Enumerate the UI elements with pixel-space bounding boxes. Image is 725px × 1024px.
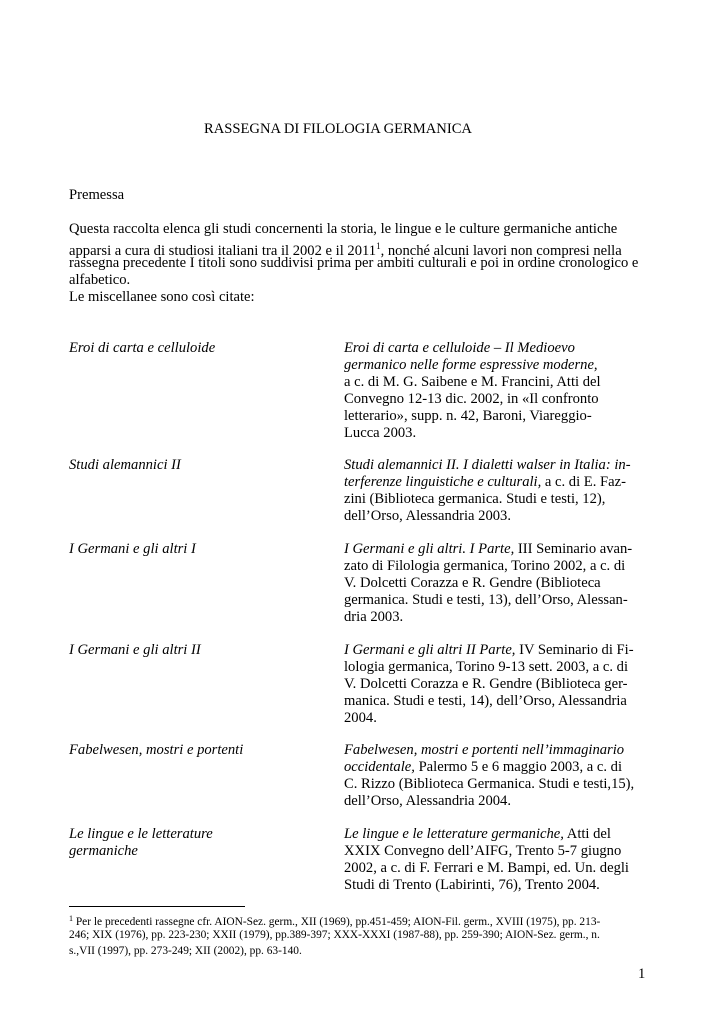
miscellanea-short-title: Le lingue e le letterature	[69, 826, 213, 842]
reference-text: V. Dolcetti Corazza e R. Gendre (Biblioteca ger-	[344, 676, 628, 692]
reference-italic-text: germanico nelle forme espressive moderne,	[344, 357, 598, 373]
reference-text: dell’Orso, Alessandria 2003.	[344, 508, 511, 524]
miscellanea-full-reference-line	[344, 340, 575, 357]
reference-italic-text: Eroi di carta e celluloide – Il Medioevo	[344, 340, 575, 356]
reference-text: a c. di E. Faz-	[541, 474, 626, 490]
footnote-reference: 1	[376, 241, 381, 251]
miscellanea-full-reference-line	[344, 357, 598, 374]
reference-text: germanica. Studi e testi, 13), dell’Orso, Alessan-	[344, 592, 628, 608]
miscellanea-full-reference-line	[344, 541, 632, 558]
document-title: RASSEGNA DI FILOLOGIA GERMANICA	[204, 121, 472, 137]
miscellanea-short-title: Eroi di carta e celluloide	[69, 340, 216, 356]
intro-line: rassegna precedente I titoli sono suddivisi prima per ambiti culturali e poi in ordine cronologico e	[69, 255, 639, 271]
miscellanea-full-reference-line	[344, 592, 628, 609]
miscellanea-short-title: germaniche	[69, 843, 138, 859]
miscellanea-full-reference-line	[344, 826, 611, 843]
reference-italic-text: I Germani e gli altri. I Parte,	[344, 541, 515, 557]
miscellanea-full-reference-line	[344, 659, 628, 676]
footnote-text: Per le precedenti rassegne cfr. AION-Sez. germ., XII (1969), pp.451-459; AION-Fil. germ., XVIII (1975), pp. 213-	[73, 916, 601, 928]
miscellanea-full-reference-line	[344, 474, 626, 491]
miscellanea-full-reference-line	[344, 508, 511, 525]
intro-text: , nonché alcuni lavori non compresi nella	[380, 243, 622, 259]
reference-text: dell’Orso, Alessandria 2004.	[344, 793, 511, 809]
reference-text: Lucca 2003.	[344, 425, 417, 441]
miscellanea-short-title: Fabelwesen, mostri e portenti	[69, 742, 244, 758]
reference-text: III Seminario avan-	[514, 541, 633, 557]
reference-text: Convegno 12-13 dic. 2002, in «Il confronto	[344, 391, 599, 407]
reference-text: a c. di M. G. Saibene e M. Francini, Atti del	[344, 374, 601, 390]
miscellanea-full-reference-line	[344, 676, 628, 693]
intro-line: Questa raccolta elenca gli studi concernenti la storia, le lingue e le culture germaniche antiche	[69, 221, 618, 237]
miscellanea-full-reference-line	[344, 558, 625, 575]
miscellanea-full-reference-line	[344, 642, 634, 659]
miscellanea-short-title: Studi alemannici II	[69, 457, 181, 473]
miscellanea-full-reference-line	[344, 609, 403, 626]
intro-line: Le miscellanee sono così citate:	[69, 289, 255, 305]
reference-text: V. Dolcetti Corazza e R. Gendre (Biblioteca	[344, 575, 601, 591]
reference-text: letterario», supp. n. 42, Baroni, Viareggio-	[344, 408, 592, 424]
reference-italic-text: Le lingue e le letterature germaniche,	[344, 826, 564, 842]
reference-text: IV Seminario di Fi-	[515, 642, 634, 658]
reference-italic-text: terferenze linguistiche e culturali,	[344, 474, 542, 490]
miscellanea-short-title: I Germani e gli altri I	[69, 541, 196, 557]
reference-italic-text: Studi alemannici II. I dialetti walser in Italia: in-	[344, 457, 631, 473]
page-number: 1	[638, 966, 646, 982]
miscellanea-full-reference-line	[344, 575, 601, 592]
reference-text: Palermo 5 e 6 maggio 2003, a c. di	[414, 759, 623, 775]
reference-text: lologia germanica, Torino 9-13 sett. 2003, a c. di	[344, 659, 629, 675]
reference-italic-text: I Germani e gli altri II Parte,	[344, 642, 516, 658]
miscellanea-full-reference-line	[344, 759, 622, 776]
miscellanea-full-reference-line	[344, 710, 377, 727]
reference-text: zini (Biblioteca germanica. Studi e testi, 12),	[344, 491, 606, 507]
reference-text: 2002, a c. di F. Ferrari e M. Bampi, ed. Un. degli	[344, 860, 629, 876]
footnote-separator	[69, 906, 245, 907]
miscellanea-full-reference-line	[344, 491, 605, 508]
miscellanea-full-reference-line	[344, 408, 592, 425]
reference-text: zato di Filologia germanica, Torino 2002, a c. di	[344, 558, 626, 574]
miscellanea-full-reference-line	[344, 860, 629, 877]
intro-line: alfabetico.	[69, 272, 131, 288]
miscellanea-full-reference-line	[344, 843, 621, 860]
miscellanea-full-reference-line	[344, 425, 416, 442]
miscellanea-full-reference-line	[344, 457, 631, 474]
section-heading: Premessa	[69, 187, 125, 203]
miscellanea-full-reference-line	[344, 877, 600, 894]
footnote-line: s.,VII (1997), pp. 273-249; XII (2002), pp. 63-140.	[69, 945, 302, 957]
footnote-mark: 1	[69, 914, 73, 923]
reference-text: C. Rizzo (Biblioteca Germanica. Studi e testi,15),	[344, 776, 635, 792]
miscellanea-full-reference-line	[344, 793, 511, 810]
reference-text: 2004.	[344, 710, 377, 726]
reference-text: Studi di Trento (Labirinti, 76), Trento 2004.	[344, 877, 600, 893]
footnote-line: 246; XIX (1976), pp. 223-230; XXII (1979), pp.389-397; XXX-XXXI (1987-88), pp. 259-390; AION-Sez. germ., n.	[69, 929, 600, 941]
footnote-line	[69, 912, 600, 929]
miscellanea-full-reference-line	[344, 693, 627, 710]
miscellanea-full-reference-line	[344, 776, 634, 793]
reference-text: Atti del	[563, 826, 611, 842]
reference-text: XXIX Convegno dell’AIFG, Trento 5-7 giugno	[344, 843, 622, 859]
miscellanea-full-reference-line	[344, 391, 599, 408]
intro-text: apparsi a cura di studiosi italiani tra il 2002 e il 2011	[69, 243, 377, 259]
miscellanea-full-reference-line	[344, 374, 601, 391]
reference-italic-text: Fabelwesen, mostri e portenti nell’immaginario	[344, 742, 625, 758]
miscellanea-full-reference-line	[344, 742, 624, 759]
reference-italic-text: occidentale,	[344, 759, 415, 775]
reference-text: dria 2003.	[344, 609, 404, 625]
miscellanea-short-title: I Germani e gli altri II	[69, 642, 201, 658]
reference-text: manica. Studi e testi, 14), dell’Orso, Alessandria	[344, 693, 627, 709]
